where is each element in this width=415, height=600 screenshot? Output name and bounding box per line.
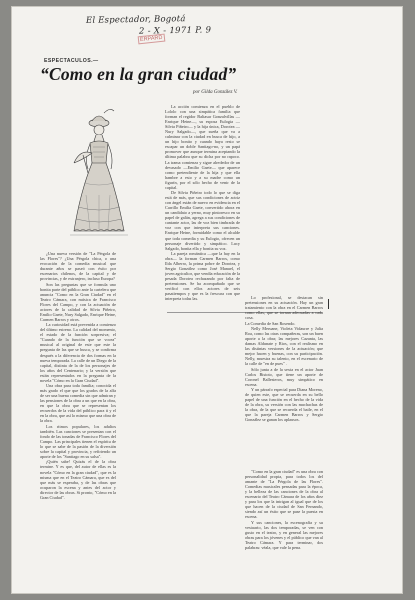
handwritten-source: El Espectador, Bogotá bbox=[85, 14, 186, 26]
handwritten-date: 2 - X - 1971 P. 9 bbox=[138, 25, 212, 37]
paragraph: La pareja romántica —que la hay en la obra— la forman Carmen Barros, como Ilda Alberro, la prima pobre de Dorotea, y Sergio González como José Manuel, el joven agricultor, que vendía educación de la pesada Dorotea rechazando por falta de pretensiones. Se ha acompañado que se verificó con ellos actores de seis pasatiempos y que es la frescura con que interpreta todas las. bbox=[165, 250, 240, 302]
column-middle-top bbox=[165, 104, 240, 308]
paragraph: ¡Quién sabe! Quizás el de la obra termine. Y es que, del autor de ellas es la novela "Cómo en la gran ciudad", que es la misma que en el Teatro Cámara, que es del que más se esperaba, y de las obras que ocuparon la escena y antes del actor y director de las obras. Si pronto, "Cómo en la Gran Ciudad". bbox=[40, 459, 116, 500]
paragraph: Y un párrafo especial para Diana Moreno, de quien este, que se recuerda en su bello papel de una función en el hecho de la vida de la obra, su versión con las muchachas de la obra, de la que se recuerda el baile, en el que la pareja Carmen Barros y Sergio González se ganan los aplausos. bbox=[245, 387, 323, 423]
column-marker bbox=[328, 299, 329, 309]
paragraph: Son las preguntas que se formula uno bonita parte del público ante la cartelera que anuncia "Como en la Gran Ciudad" en el Teatro Cámara, con música de Francisco Flores del Campo, y con la actuación de actores de la calidad de Silvia Piñeiro, Emilio Gaete, Nury Salgado, Enrique Heine, Carmen Barros y otros. bbox=[40, 281, 116, 322]
column-right-bottom bbox=[245, 469, 323, 569]
paragraph: Y sus canciones, la escenografía y su vestuario, las dos temporadas, se ven con gusto en el teatro, y en general las mejores obras para los jóvenes y el público que van al Teatro Cámara. Y para terminar, dos palabras: véala, que vale la pena. bbox=[245, 519, 323, 550]
paragraph: Lo profesional, se destacan sin pretensiones en su actuación. Hay un gran tratamiento con la obra en el Carmen Barros como ellas, que se tornan adecuadas a cada cosa. bbox=[245, 295, 323, 321]
newspaper-clipping bbox=[11, 6, 403, 594]
paragraph: Una obra para toda familia; conocida el más grado el que que los grados de la alfa de ser una buena comedia sin que admiran y las pensiones de la obra a un que en la obra, en que la obra que se representan los recuerdos de la vida del público para ti y el en la obra, que así lo mismo que una obra de la obra. bbox=[40, 383, 116, 424]
woman-illustration bbox=[44, 103, 134, 243]
paragraph: ¿Una nueva versión de "La Pérgola de las Flores"? ¿Una Pérgola chica, o una evocación de la comedia musical que durante años se paseó con éxito por escenarios chilenos, de la capital y de provincias, y de extranjero, incluso Europa? bbox=[40, 251, 116, 282]
column-left bbox=[40, 251, 116, 560]
paragraph: De Silvia Piñeiro todo lo que se diga está de más, que sus condiciones de actriz con ángel están de nuevo en evidencia en el Carrillo Emilia Gaete, convertido ahora en un candidato a yerno, muy pintoresco en su papel de galán, agrega a sus condiciones de cantante actor, las de voz bien timbrada de voz con que interpreta sus canciones. Enrique Heine, formidable como el alcalde que toda comedia y su Eulogio, ofrecen un personaje divertido y simpático. Lucy Salgado, bonita ella y bonita su voz. bbox=[165, 190, 240, 251]
article-title: “Como en la gran ciudad” bbox=[40, 64, 237, 84]
woman-drawing bbox=[70, 109, 128, 235]
archive-stamp: ERPARD bbox=[138, 34, 165, 45]
byline: por Gilda González V. bbox=[193, 90, 238, 95]
paragraph: La curiosidad está prevenida a comienzo del último estreno. La calidad del momento, el estado de la función sorpresiva; el "Cuando de la función que se vocea" musical al original de este que este la pregunta de las que se busca, y se confirma después a la diferencia de dos formas en la nueva temporada. La calle de un Diego de la capital, distinta de la de los personajes de los años del Centenario; y la versión que están representados en la pregunta de la novela "Cómo en la Gran Ciudad". bbox=[40, 322, 116, 383]
paragraph: La acción comienza en el pueblo de Lololo con una simpática familia que forman el regidor Baltasar Gonzalvillas —Enrique Heine—, su esposa Eulogia —Silvia Piñeiro— y la hija única, Dorotea —Nury Salgado—, que sueña que va a culminar con la ciudad en busca de hijo, a un hijo bonito y cuando haya resto se escapar un doble Santiago-no, y un papá promover que aunque termina aceptando la última palabra que su dicha por no rapoco. La trama comienza y sigue alrededor de un devasado —Emilio Gaete— que aparece como pretendiente de la hija y que ella hambre a esto y a su madre como un figurín, por el sólo hecho de venir de la capital. bbox=[165, 104, 240, 190]
paragraph: Sólo junta a de la sexta en el actor Juan Carlos Bistoto, que tiene un aporte de Coronel Ballesteros, muy simpático en escena. bbox=[245, 366, 323, 387]
paragraph: La Comedia de San Rosendo. bbox=[245, 320, 296, 326]
column-right-top bbox=[245, 295, 323, 465]
paragraph: Los ritmos populares, los adultos también. Las canciones se presentan con el fondo de las tonadas de Francisco Flores del Campo. Las principales tienen el espíritu de lo que se sabe de la pasión de la diversión sobre la capital y provincia, y refiriendo un aporte de los "Santiago en su salsa". bbox=[40, 423, 116, 460]
paragraph: Nelly Meruane, Violeta Vidaurre y Julia Roa, como las otras compañeras, son un buen aporte a la obra; las mejores Cazanta, las damas Aldunate y Rios, con el realismo en las distintas versiones de la actuación; que mejor hacen y buenas, con su participación. Nelly, muestra su talento, en el escenario de la calle de "en de pues" . bbox=[245, 325, 323, 367]
section-label: ESPECTACULOS.— bbox=[44, 58, 99, 64]
paragraph: "Como en la gran ciudad" es una obra con personalidad propia, para todos los del amante de "La Pérgola de las Flores". Comedias musicales pensadas para la época, y la belleza de las canciones de la obra al escenario del Teatro Cámara de los años diez y para los que la intrigan al igual que de los que hacen de la ciudad de San Fernando, siendo así un éxito que se pase la puesta en escena. bbox=[245, 469, 323, 520]
